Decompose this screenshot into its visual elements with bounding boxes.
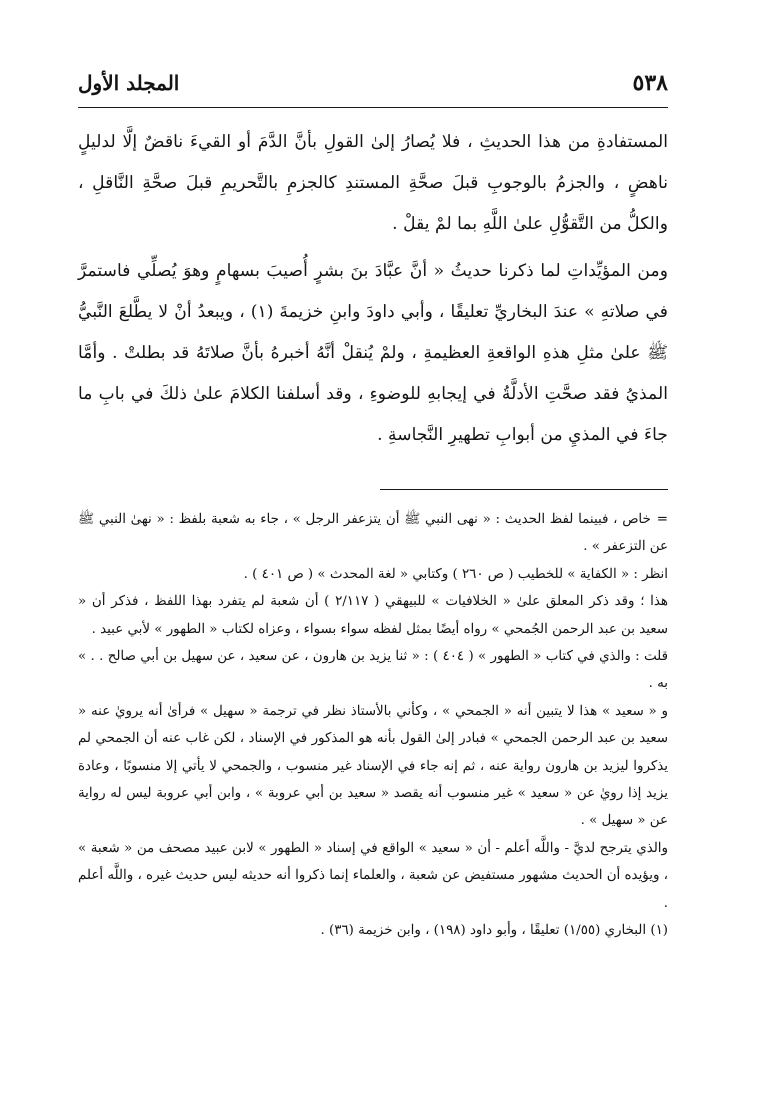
footnote-text-e: و « سعيد » هذا لا يتبين أنه « الجمحي » ، وكأني بالأستاذ نظر في ترجمة « سهيل » فرأىٰ أنه يرويٰ عنه « سعيد بن عبد الرحمن الجمحي » فبادر إلىٰ القول بأنه هو المذكور في الإسناد ، لكن غاب عنه أن الجمحي لم يذكروا ليزيد بن هارون رواية عنه ، ثم إنه جاء في الإسناد غير منسوب ، والجمحي لا يأتي إلا منسوبًا ، وعادة يزيد إذا رويٰ عن « سعيد » غير منسوب أنه يقصد « سعيد بن أبي عروبة » ، وابن أبي عروبة ليس له رواية عن « سهيل » . [78,703,668,829]
footnote-text-a: خاص ، فبينما لفظ الحديث : « نهى النبي ﷺ أن يتزعفر الرجل » ، جاء به شعبة بلفظ : « نهىٰ النبي ﷺ عن التزعفر » . [78,512,668,555]
continuation-mark: = [656,512,668,527]
footnote-separator [380,489,668,490]
main-text [78,122,668,456]
footnotes [78,506,668,945]
page-number: ٥٣٨ [632,70,668,96]
footnote-text-c: هذا ؛ وقد ذكر المعلق علىٰ « الخلافيات » للبيهقي ( ٢/١١٧ ) أن شعبة لم يتفرد بهذا اللفظ ، فذكر أن « سعيد بن عبد الرحمن الجُمحي » رواه أيضًا بمثل لفظه سواء بسواء ، وعزاه لكتاب « الطهور » لأبي عبيد . [78,594,668,637]
footnote-continuation [78,506,668,561]
footnote-text-b: انظر : « الكفاية » للخطيب ( ص ٢٦٠ ) وكتابي « لغة المحدث » ( ص ٤٠١ ) . [243,566,668,582]
footnote-1: (١) البخاري (١/٥٥) تعليقًا ، وأبو داود (١٩٨) ، وابن خزيمة (٣٦) . [320,923,668,939]
footnote-text-d: قلت : والذي في كتاب « الطهور » ( ٤٠٤ ) : « ثنا يزيد بن هارون ، عن سعيد ، عن سهيل بن أبي صالح . . » به . [78,649,669,692]
book-page [78,70,668,945]
footnote-text-f: والذي يترجح لديَّ - واللَّه أعلم - أن « سعيد » الواقع في إسناد « الطهور » لابن عبيد مصحف من « شعبة » ، ويؤيده أن الحديث مشهور مستفيض عن شعبة ، والعلماء إنما ذكروا أنه حديثه ليس حديث غيره ، واللَّه أعلم . [78,840,668,911]
body-paragraph-1: المستفادةِ من هذا الحديثِ ، فلا يُصارُ إلىٰ القولِ بأنَّ الدَّمَ أو القيءَ ناقضٌ إلَّا لدليلٍ ناهضٍ ، والجزمُ بالوجوبِ قبلَ صحَّةِ المستندِ كالجزمِ بالتَّحريمِ قبلَ صحَّةِ النَّاقلِ ، والكلُّ من التَّقوُّلِ علىٰ اللَّهِ بما لمْ يقلْ . [78,132,668,234]
page-header [78,70,668,108]
body-paragraph-2: ومن المؤيِّداتِ لما ذكرنا حديثُ « أنَّ عبَّادَ بنَ بشرٍ أُصيبَ بسهامٍ وهوَ يُصلِّي فاستمرَّ في صلاتهِ » عندَ البخاريِّ تعليقًا ، وأبي داودَ وابنِ خزيمةَ (١) ، ويبعدُ أنْ لا يطَّلعَ النَّبيُّ ﷺ علىٰ مثلِ هذهِ الواقعةِ العظيمةِ ، ولمْ يُنقلْ أنَّهُ أخبرهُ بأنَّ صلاتَهُ قد بطلتْ . وأمَّا المذيُ فقد صحَّتِ الأدلَّةُ في إيجابهِ للوضوءِ ، وقد أسلفنا الكلامَ علىٰ ذلكَ في بابِ ما جاءَ في المذيِ من أبوابِ تطهيرِ النَّجاسةِ . [78,261,668,445]
volume-title: المجلد الأول [78,71,180,95]
